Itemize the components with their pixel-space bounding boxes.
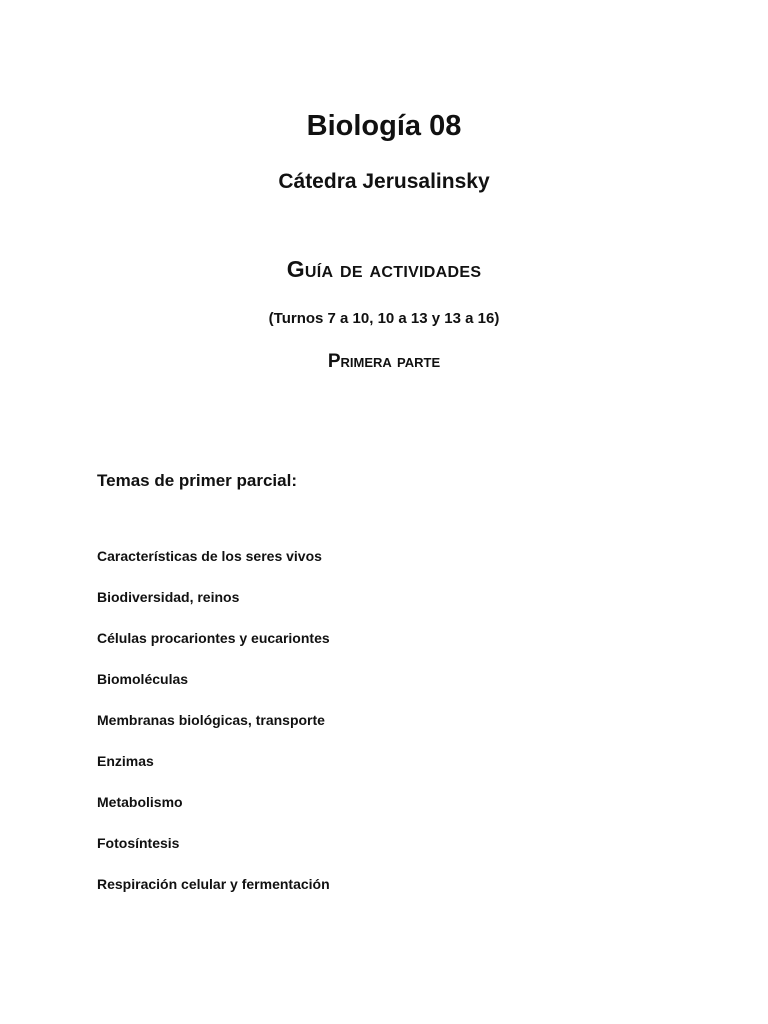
part-title: Primera parte: [327, 351, 441, 372]
topic-item: Características de los seres vivos: [97, 548, 322, 564]
topic-item: Células procariontes y eucariontes: [97, 630, 330, 646]
topic-item: Biomoléculas: [97, 671, 189, 687]
document-subtitle: Cátedra Jerusalinsky: [278, 170, 490, 193]
topic-item: Biodiversidad, reinos: [97, 589, 240, 605]
document-title: Biología 08: [306, 110, 462, 142]
topic-item: Enzimas: [97, 753, 154, 769]
guide-title: Guía de actividades: [286, 256, 482, 282]
topics-list: [97, 547, 330, 916]
topic-item: Fotosíntesis: [97, 835, 180, 851]
topic-item: Respiración celular y fermentación: [97, 876, 330, 892]
turnos-note: (Turnos 7 a 10, 10 a 13 y 13 a 16): [268, 310, 500, 327]
topics-heading: Temas de primer parcial:: [97, 471, 297, 490]
topic-item: Metabolismo: [97, 794, 183, 810]
topic-item: Membranas biológicas, transporte: [97, 712, 325, 728]
